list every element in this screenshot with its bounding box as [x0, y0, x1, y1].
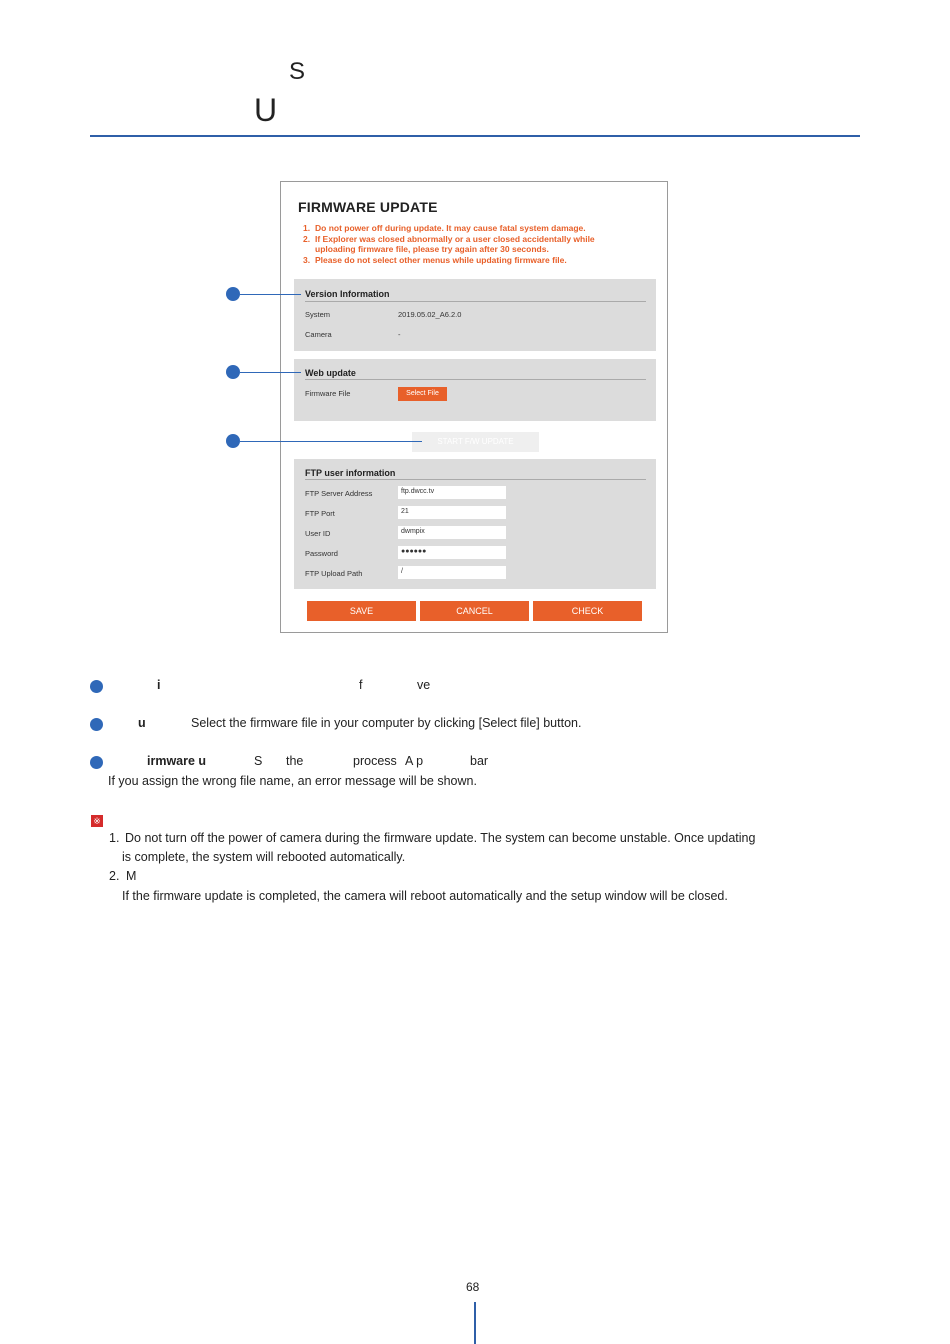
password-label: Password [305, 549, 338, 558]
password-field[interactable]: ●●●●●● [398, 546, 506, 559]
divider [305, 479, 646, 480]
callout-marker-2 [226, 365, 240, 379]
item3-term: irmware u [147, 754, 207, 768]
warning-line-1: 1. Do not power off during update. It may cause fatal system damage. [303, 223, 586, 233]
note-icon: ※ [91, 815, 103, 827]
note1-number: 1. [109, 831, 120, 845]
upload-path-label: FTP Upload Path [305, 569, 363, 578]
item1-term: i [157, 678, 161, 692]
web-update-header: Web update [305, 368, 356, 378]
item3-text-e: bar [470, 754, 489, 768]
warning-line-2-cont: uploading firmware file, please try again after 30 seconds. [315, 244, 549, 254]
upload-path-field[interactable]: / [398, 566, 506, 579]
footer-divider [474, 1302, 476, 1344]
user-id-field[interactable]: dwmpix [398, 526, 506, 539]
divider [305, 301, 646, 302]
bullet-3 [90, 756, 103, 769]
ftp-info-panel [294, 459, 656, 589]
ftp-server-label: FTP Server Address [305, 489, 373, 498]
version-info-header: Version Information [305, 289, 390, 299]
section-subheading-fragment: U [254, 92, 278, 128]
divider [305, 379, 646, 380]
select-file-button[interactable]: Select File [398, 387, 447, 401]
callout-line-2 [240, 372, 301, 373]
system-label: System [305, 310, 331, 319]
note1-line1: Do not turn off the power of camera during the firmware update. The system can become unstable. Once updating [125, 831, 756, 845]
ftp-port-field[interactable]: 21 [398, 506, 506, 519]
page-number: 68 [466, 1280, 480, 1294]
callout-marker-3 [226, 434, 240, 448]
callout-line-1 [240, 294, 301, 295]
note2-line2: If the firmware update is completed, the camera will reboot automatically and the setup window will be closed. [122, 889, 728, 903]
firmware-update-screenshot [280, 181, 668, 633]
note2-number: 2. [109, 869, 120, 883]
bullet-2 [90, 718, 103, 731]
item3-text-b: the [286, 754, 304, 768]
cancel-button[interactable]: CANCEL [420, 601, 529, 621]
item2-term: u [138, 716, 146, 730]
check-button[interactable]: CHECK [533, 601, 642, 621]
item2-text: Select the firmware file in your computer by clicking [Select file] button. [191, 716, 582, 730]
callout-marker-1 [226, 287, 240, 301]
callout-line-3 [240, 441, 422, 442]
bullet-1 [90, 680, 103, 693]
note1-line2: is complete, the system will rebooted automatically. [122, 850, 406, 864]
item1-text-a: f [359, 678, 363, 692]
ftp-server-field[interactable]: ftp.dwcc.tv [398, 486, 506, 499]
warning-line-2: 2. If Explorer was closed abnormally or a user closed accidentally while [303, 234, 595, 244]
note2-text: M [126, 869, 137, 883]
item3-line2: If you assign the wrong file name, an error message will be shown. [108, 774, 477, 788]
firmware-update-title: FIRMWARE UPDATE [298, 199, 438, 215]
camera-version: - [398, 330, 401, 339]
header-divider [90, 135, 860, 137]
item3-text-d: A p [405, 754, 424, 768]
camera-label: Camera [305, 330, 332, 339]
section-heading-fragment: S [289, 58, 306, 85]
save-button[interactable]: SAVE [307, 601, 416, 621]
ftp-info-header: FTP user information [305, 468, 396, 478]
item1-text-b: ve [417, 678, 431, 692]
firmware-file-label: Firmware File [305, 389, 351, 398]
item3-text-c: process [353, 754, 397, 768]
warning-line-3: 3. Please do not select other menus while updating firmware file. [303, 255, 567, 265]
version-info-panel [294, 279, 656, 351]
ftp-port-label: FTP Port [305, 509, 335, 518]
system-version: 2019.05.02_A6.2.0 [398, 310, 462, 319]
start-fw-update-button[interactable]: START F/W UPDATE [412, 432, 539, 452]
item3-text-a: S [254, 754, 263, 768]
user-id-label: User ID [305, 529, 331, 538]
web-update-panel [294, 359, 656, 421]
